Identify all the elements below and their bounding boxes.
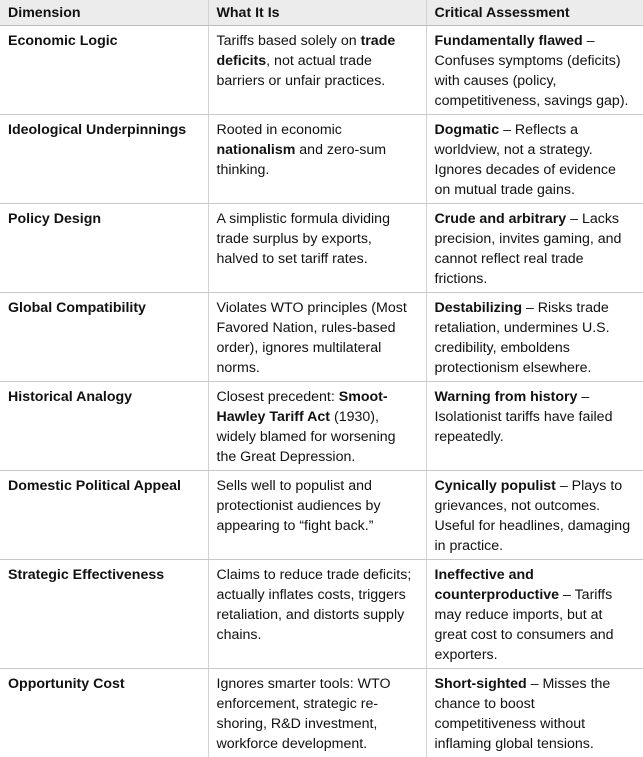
verdict: Warning from history	[435, 389, 578, 405]
verdict: Fundamentally flawed	[435, 33, 583, 49]
what-emphasis: trade deficits	[217, 33, 396, 69]
what-it-is-cell	[208, 26, 426, 115]
assessment-cell	[426, 293, 643, 382]
assessment-cell	[426, 115, 643, 204]
verdict-explanation: – Plays to grievances, not outcomes. Useful for headlines, damaging in practice.	[435, 478, 631, 554]
header-dimension: Dimension	[0, 0, 208, 26]
table-row	[0, 26, 643, 115]
verdict-explanation: – Isolationist tariffs have failed repeatedly.	[435, 389, 613, 445]
dimension-cell: Strategic Effectiveness	[0, 560, 208, 669]
what-it-is-cell	[208, 471, 426, 560]
what-text: Tariffs based solely on	[217, 33, 361, 49]
what-text-tail: , not actual trade barriers or unfair practices.	[217, 53, 386, 89]
assessment-cell	[426, 669, 643, 757]
table-body	[0, 26, 643, 757]
what-it-is-cell	[208, 115, 426, 204]
dimension-cell: Historical Analogy	[0, 382, 208, 471]
what-it-is-cell	[208, 560, 426, 669]
verdict-explanation: – Lacks precision, invites gaming, and cannot reflect real trade frictions.	[435, 211, 622, 287]
table-row	[0, 293, 643, 382]
assessment-cell	[426, 382, 643, 471]
what-it-is-cell	[208, 669, 426, 757]
what-text: Claims to reduce trade deficits; actually inflates costs, triggers retaliation, and distorts supply chains.	[217, 567, 412, 643]
assessment-cell	[426, 26, 643, 115]
dimension-cell: Economic Logic	[0, 26, 208, 115]
header-row	[0, 0, 643, 26]
table-row	[0, 382, 643, 471]
dimension-cell: Policy Design	[0, 204, 208, 293]
verdict-explanation: – Reflects a worldview, not a strategy. Ignores decades of evidence on mutual trade gains.	[435, 122, 616, 198]
verdict: Destabilizing	[435, 300, 523, 316]
verdict: Ineffective and counterproductive	[435, 567, 560, 603]
what-text: Rooted in economic	[217, 122, 342, 138]
what-text-tail: and zero-sum thinking.	[217, 142, 387, 178]
verdict-explanation: – Risks trade retaliation, undermines U.S. credibility, emboldens protectionism elsewhere.	[435, 300, 610, 376]
what-text: Sells well to populist and protectionist audiences by appearing to “fight back.”	[217, 478, 381, 534]
verdict: Cynically populist	[435, 478, 556, 494]
assessment-cell	[426, 204, 643, 293]
what-text-tail: (1930), widely blamed for worsening the Great Depression.	[217, 409, 396, 465]
verdict-explanation: – Tariffs may reduce imports, but at great cost to consumers and exporters.	[435, 587, 614, 663]
what-text: Closest precedent:	[217, 389, 339, 405]
what-it-is-cell	[208, 204, 426, 293]
header-critical-assessment: Critical Assessment	[426, 0, 643, 26]
table-row	[0, 115, 643, 204]
assessment-cell	[426, 471, 643, 560]
what-emphasis: Smoot-Hawley Tariff Act	[217, 389, 388, 425]
what-text: A simplistic formula dividing trade surplus by exports, halved to set tariff rates.	[217, 211, 390, 267]
verdict: Crude and arbitrary	[435, 211, 567, 227]
what-text: Ignores smarter tools: WTO enforcement, strategic re-shoring, R&D investment, workforce development.	[217, 676, 391, 752]
table-row	[0, 669, 643, 757]
verdict-explanation: – Confuses symptoms (deficits) with causes (policy, competitiveness, savings gap).	[435, 33, 629, 109]
what-text: Violates WTO principles (Most Favored Nation, rules-based order), ignores multilateral norms.	[217, 300, 407, 376]
verdict-explanation: – Misses the chance to boost competitiveness without inflaming global tensions.	[435, 676, 611, 752]
header-what-it-is: What It Is	[208, 0, 426, 26]
what-emphasis: nationalism	[217, 142, 296, 158]
dimension-cell: Opportunity Cost	[0, 669, 208, 757]
what-it-is-cell	[208, 293, 426, 382]
dimension-cell: Domestic Political Appeal	[0, 471, 208, 560]
table-row	[0, 471, 643, 560]
dimension-cell: Ideological Underpinnings	[0, 115, 208, 204]
verdict: Short-sighted	[435, 676, 527, 692]
verdict: Dogmatic	[435, 122, 500, 138]
table-row	[0, 204, 643, 293]
table-row	[0, 560, 643, 669]
dimension-cell: Global Compatibility	[0, 293, 208, 382]
table-header	[0, 0, 643, 26]
what-it-is-cell	[208, 382, 426, 471]
assessment-cell	[426, 560, 643, 669]
